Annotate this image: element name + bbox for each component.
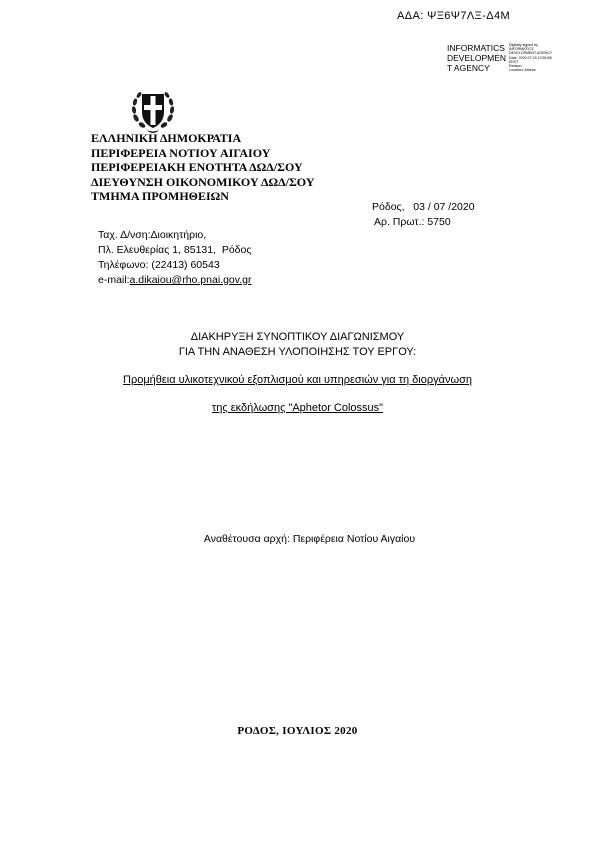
stamp-detail: Reason: (509, 64, 523, 68)
authority-line: ΔΙΕΥΘΥΝΣΗ ΟΙΚΟΝΟΜΙΚΟΥ ΔΩΔ/ΣΟΥ (91, 174, 315, 189)
issuing-authority (91, 131, 315, 204)
stamp-line: T AGENCY (447, 63, 490, 73)
stamp-detail: Date: 2020.07.03 13:55:58 (509, 55, 552, 60)
footer-place-date: ΡΟΔΟΣ, ΙΟΥΛΙΟΣ 2020 (237, 725, 358, 737)
stamp-line: DEVELOPMEN (447, 53, 507, 63)
stamp-detail: Digitally signed by (509, 43, 538, 47)
street-address: Πλ. Ελευθερίας 1, 85131, Ρόδος (98, 244, 252, 256)
greek-coat-of-arms-icon (129, 88, 177, 134)
email-prefix: e-mail: (98, 274, 130, 286)
document-title-line: ΔΙΑΚΗΡΥΞΗ ΣΥΝΟΠΤΙΚΟΥ ΔΙΑΓΩΝΙΣΜΟΥ (190, 331, 405, 343)
document-date: Ρόδος, 03 / 07 /2020 (372, 201, 475, 213)
stamp-detail: DEVELOPMENT AGENCY (509, 51, 553, 56)
protocol-number: Αρ. Πρωτ.: 5750 (374, 216, 451, 228)
digital-signature-stamp (447, 43, 572, 77)
ada-code: ΑΔΑ: ΨΞ6Ψ7ΛΞ-Δ4Μ (397, 10, 511, 22)
authority-line: ΠΕΡΙΦΕΡΕΙΑ ΝΟΤΙΟΥ ΑΙΓΑΙΟΥ (91, 145, 271, 160)
stamp-line: INFORMATICS (447, 43, 505, 53)
authority-line: ΠΕΡΙΦΕΡΕΙΑΚΗ ΕΝΟΤΗΤΑ ΔΩΔ/ΣΟΥ (91, 160, 303, 175)
authority-line: ΕΛΛΗΝΙΚΗ ΔΗΜΟΚΡΑΤΙΑ (91, 131, 242, 145)
subject-line: Προμήθεια υλικοτεχνικού εξοπλισμού και υπηρεσιών για τη διοργάνωση (123, 374, 472, 386)
contact-details (98, 228, 251, 288)
subject-line: της εκδήλωσης "Aphetor Colossus" (211, 402, 384, 414)
stamp-detail: INFORMATICS (509, 47, 534, 52)
authority-line: ΤΜΗΜΑ ΠΡΟΜΗΘΕΙΩΝ (91, 189, 229, 204)
stamp-detail: EEST (509, 59, 519, 64)
email-line (98, 273, 251, 288)
document-title-line: ΓΙΑ ΤΗΝ ΑΝΑΘΕΣΗ ΥΛΟΠΟΙΗΣΗΣ ΤΟΥ ΕΡΓΟΥ: (178, 346, 417, 358)
contracting-authority: Αναθέτουσα αρχή: Περιφέρεια Νοτίου Αιγαίου (203, 533, 416, 545)
email-link[interactable]: a.dikaiou@rho.pnai.gov.gr (129, 274, 252, 286)
phone-number: Τηλέφωνο: (22413) 60543 (98, 259, 220, 271)
address-label: Ταχ. Δ/νση:Διοικητήριο, (98, 229, 207, 241)
stamp-detail: Location: Athens (509, 68, 536, 73)
